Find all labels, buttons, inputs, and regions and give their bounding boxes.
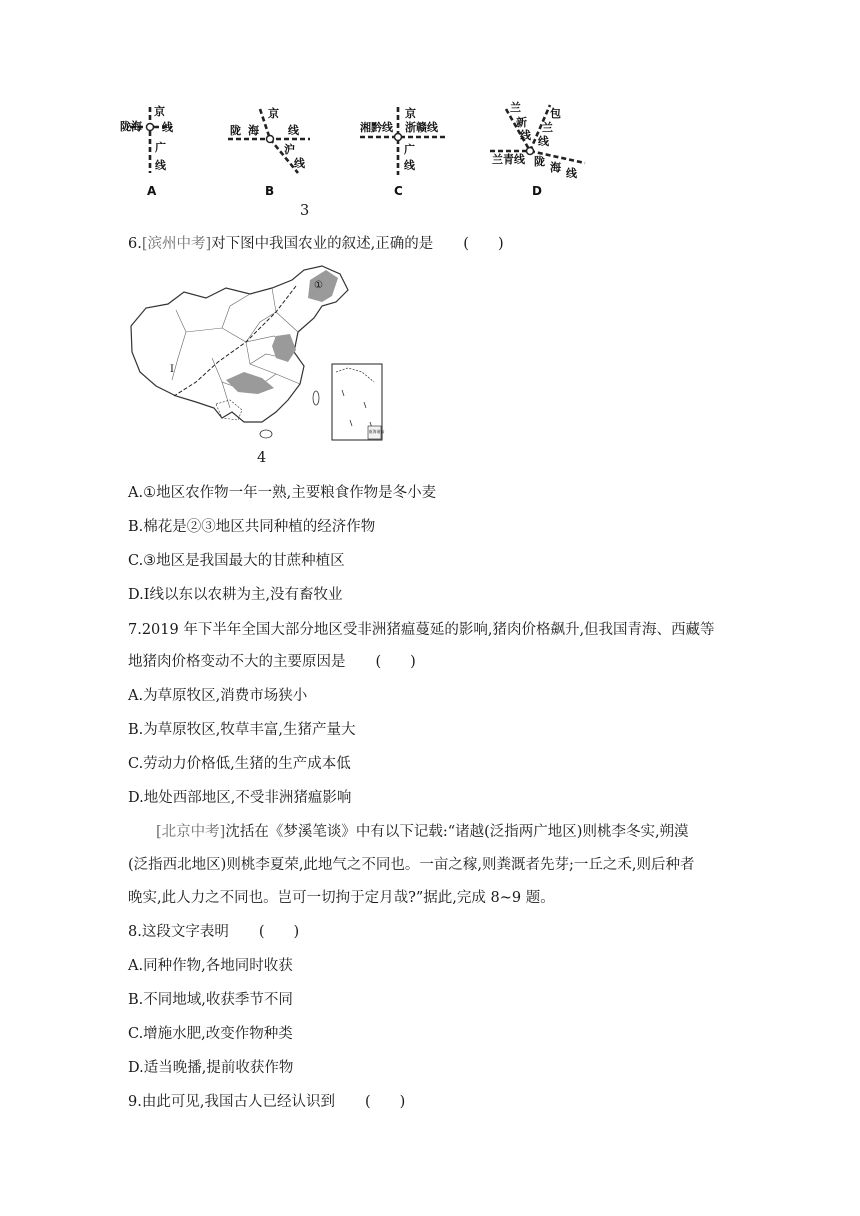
svg-text:湘黔线: 湘黔线 xyxy=(360,121,393,134)
passage-source: [北京中考] xyxy=(156,824,226,840)
question-7-option-c[interactable]: C.劳动力价格低,生猪的生产成本低 xyxy=(128,756,351,772)
svg-text:海: 海 xyxy=(248,124,259,137)
svg-text:新: 新 xyxy=(516,116,527,129)
svg-text:兰青线: 兰青线 xyxy=(492,153,525,166)
passage-line-2: (泛指西北地区)则桃李夏荣,此地气之不同也。一亩之稼,则粪溉者先芽;一丘之禾,则后种者 xyxy=(128,857,695,873)
question-7-stem-line-2 xyxy=(128,652,416,672)
question-8-option-b[interactable]: B.不同地域,收获季节不同 xyxy=(128,992,293,1008)
svg-text:B: B xyxy=(265,184,275,198)
question-9-answer-paren: ( ) xyxy=(364,1094,406,1110)
svg-text:陇: 陇 xyxy=(230,124,241,137)
question-9-text: 9.由此可见,我国古人已经认识到 xyxy=(128,1094,335,1110)
question-6-option-d[interactable]: D.Ⅰ线以东以农耕为主,没有畜牧业 xyxy=(128,587,343,603)
map-label-region-1: ① xyxy=(314,280,323,291)
figure-4-number: 4 xyxy=(257,450,267,466)
svg-text:广: 广 xyxy=(155,141,166,154)
question-9-stem xyxy=(128,1092,405,1112)
question-7-stem-line-1: 7.2019 年下半年全国大部分地区受非洲猪瘟蔓延的影响,猪肉价格飙升,但我国青海、西藏等 xyxy=(128,622,715,638)
question-6-text: 对下图中我国农业的叙述,正确的是 xyxy=(211,236,434,252)
svg-text:陇海: 陇海 xyxy=(120,120,142,133)
passage-line-1 xyxy=(156,822,689,842)
svg-text:兰: 兰 xyxy=(510,101,521,114)
svg-text:线: 线 xyxy=(520,129,531,142)
svg-text:D: D xyxy=(532,184,542,198)
question-6-option-a[interactable]: A.①地区农作物一年一熟,主要粮食作物是冬小麦 xyxy=(128,485,437,501)
svg-text:线: 线 xyxy=(288,124,299,137)
question-6-source: [滨州中考] xyxy=(141,236,212,252)
question-8-option-d[interactable]: D.适当晚播,提前收获作物 xyxy=(128,1060,294,1076)
question-6-stem xyxy=(128,234,504,254)
question-8-option-c[interactable]: C.增施水肥,改变作物种类 xyxy=(128,1026,293,1042)
question-7-option-d[interactable]: D.地处西部地区,不受非洲猪瘟影响 xyxy=(128,790,352,806)
svg-text:京: 京 xyxy=(405,107,416,120)
question-6-option-c[interactable]: C.③地区是我国最大的甘蔗种植区 xyxy=(128,553,345,569)
svg-text:A: A xyxy=(147,184,157,198)
svg-text:海: 海 xyxy=(550,161,561,174)
passage-text-1: 沈括在《梦溪笔谈》中有以下记载:“诸越(泛指两广地区)则桃李冬实,朔漠 xyxy=(225,824,689,840)
svg-text:C: C xyxy=(394,184,403,198)
option-b-junction-diagram xyxy=(228,106,310,198)
svg-text:线: 线 xyxy=(404,159,415,172)
svg-text:陇: 陇 xyxy=(534,155,545,168)
question-6-number: 6. xyxy=(128,236,142,252)
svg-text:线: 线 xyxy=(155,159,166,172)
svg-text:京: 京 xyxy=(154,105,165,118)
svg-text:广: 广 xyxy=(404,143,415,156)
question-6-answer-paren: ( ) xyxy=(463,236,504,252)
question-7-stem-text: 地猪肉价格变动不大的主要原因是 xyxy=(128,654,346,670)
svg-text:京: 京 xyxy=(268,107,279,120)
option-d-junction-diagram xyxy=(490,100,585,198)
option-c-junction-diagram xyxy=(360,106,448,198)
passage-line-3: 晚实,此人力之不同也。岂可一切拘于定月哉?”据此,完成 8~9 题。 xyxy=(128,890,555,906)
figure-3-number: 3 xyxy=(300,203,310,219)
railway-junction-figure xyxy=(110,95,610,205)
svg-text:沪: 沪 xyxy=(284,143,295,156)
svg-text:线: 线 xyxy=(162,121,173,134)
question-7-option-b[interactable]: B.为草原牧区,牧草丰富,生猪产量大 xyxy=(128,722,356,738)
svg-text:兰: 兰 xyxy=(542,121,553,134)
question-7-option-a[interactable]: A.为草原牧区,消费市场狭小 xyxy=(128,688,308,704)
svg-text:包: 包 xyxy=(550,107,561,120)
question-8-stem xyxy=(128,922,299,942)
svg-text:线: 线 xyxy=(566,167,577,180)
south-china-sea-inset xyxy=(332,364,385,440)
question-7-answer-paren: ( ) xyxy=(375,654,416,670)
svg-text:浙赣线: 浙赣线 xyxy=(405,121,438,134)
china-agriculture-map xyxy=(126,262,386,444)
question-8-text: 8.这段文字表明 xyxy=(128,924,229,940)
option-a-junction-diagram xyxy=(120,104,174,198)
map-label-line-1: Ⅰ xyxy=(170,364,174,375)
question-8-option-a[interactable]: A.同种作物,各地同时收获 xyxy=(128,958,293,974)
inset-label: 南海诸岛 xyxy=(368,429,385,434)
svg-text:线: 线 xyxy=(538,135,549,148)
question-6-option-b[interactable]: B.棉花是②③地区共同种植的经济作物 xyxy=(128,519,376,535)
svg-text:线: 线 xyxy=(294,157,305,170)
question-8-answer-paren: ( ) xyxy=(258,924,300,940)
